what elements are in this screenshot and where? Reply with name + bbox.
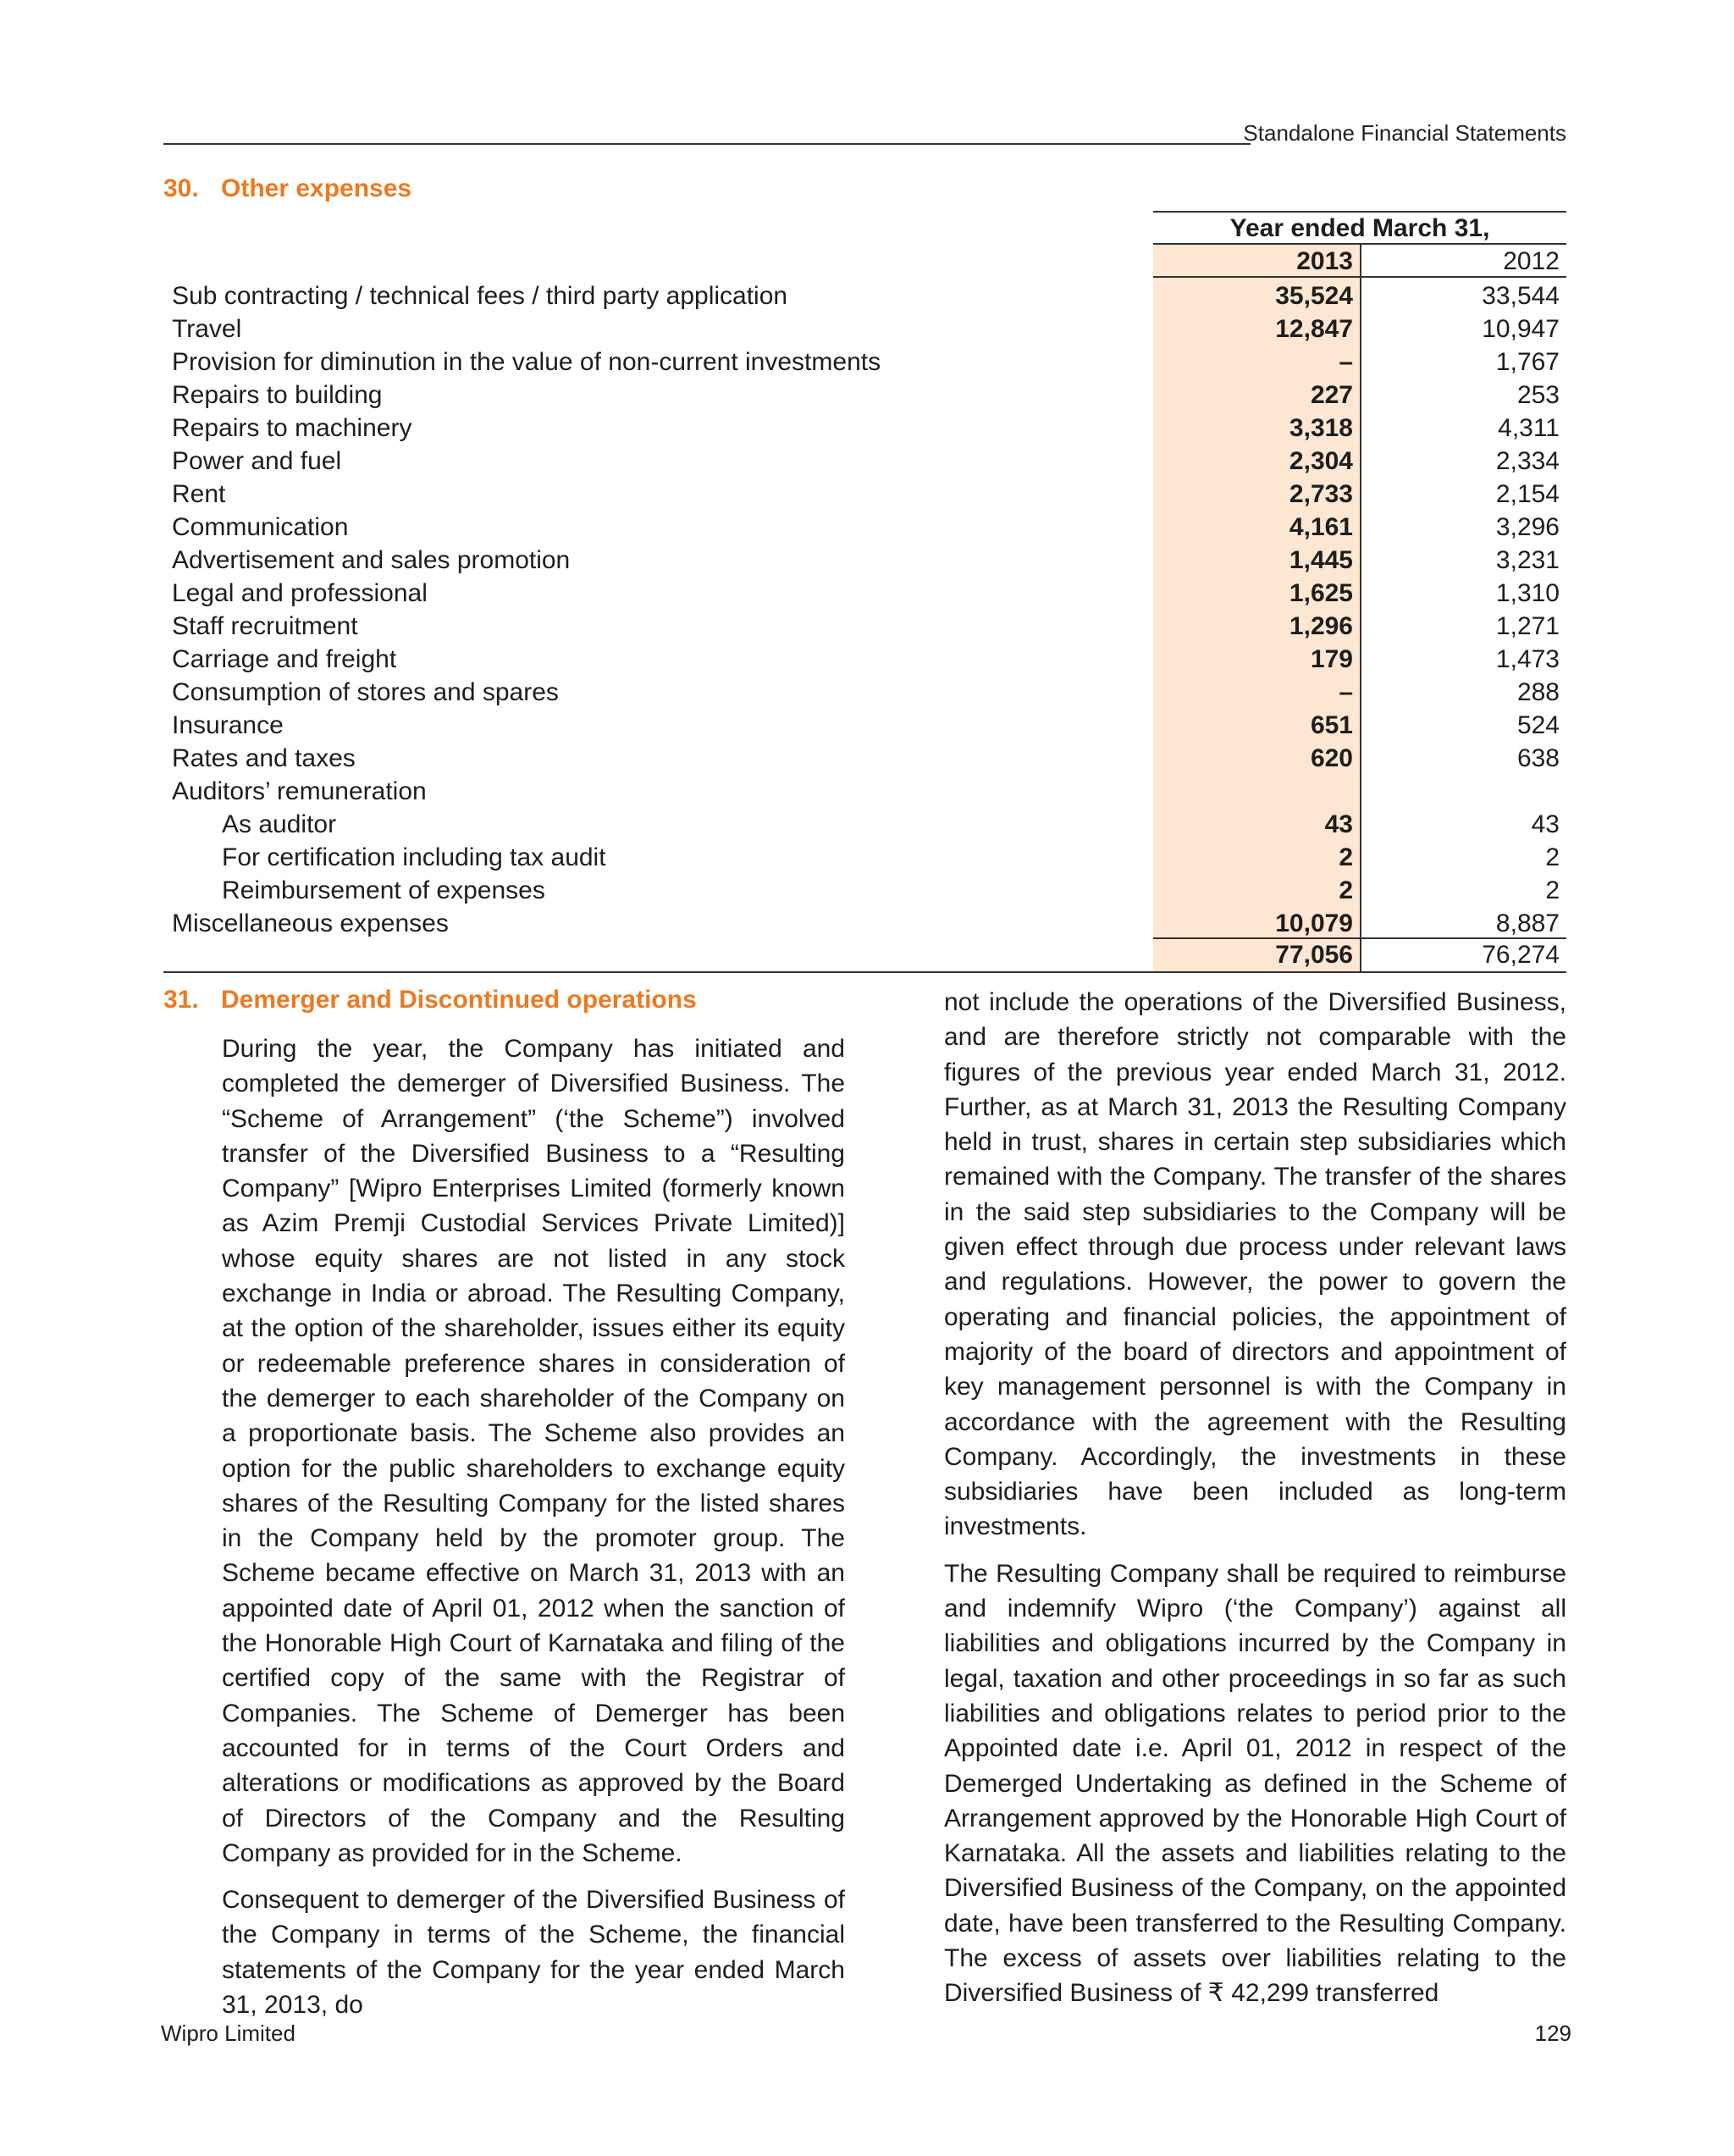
table-row [0,874,1734,907]
table-row [0,643,1734,676]
row-value-2012: 2,154 [1495,480,1560,508]
row-label: Miscellaneous expenses [172,909,449,937]
row-value-2012: 2 [1545,876,1560,904]
row-label: Staff recruitment [172,612,358,640]
row-value-2012: 33,544 [1482,282,1560,310]
table-row [0,709,1734,742]
row-label: Insurance [172,711,284,739]
footer-company: Wipro Limited [161,2021,295,2046]
row-label: Sub contracting / technical fees / third party application [172,282,788,310]
row-label: Rent [172,480,226,508]
row-value-2013: 4,161 [1289,513,1353,541]
table-row [0,808,1734,841]
row-label: Consumption of stores and spares [172,678,559,706]
table-row [0,907,1734,940]
table-row [0,511,1734,544]
page-number: 129 [1534,2021,1571,2046]
section-30-number: 30. [163,174,199,202]
row-value-2013: – [1339,678,1353,706]
right-column [944,985,1566,2011]
row-value-2013: 227 [1310,381,1353,409]
table-row [0,478,1734,511]
row-label: Reimbursement of expenses [222,876,545,904]
header-rule [163,143,1251,145]
row-label: Provision for diminution in the value of non-current investments [172,348,881,376]
table-bottom-rule [163,971,1566,973]
row-value-2012: 253 [1516,381,1560,409]
year-header: Year ended March 31, [1229,214,1490,242]
row-value-2012: 1,473 [1495,645,1560,673]
row-value-2013: 2 [1339,843,1353,871]
section-31-heading [163,986,697,1014]
column-header-2013: 2013 [1296,247,1353,275]
row-value-2012: 1,271 [1495,612,1560,640]
row-value-2013: 1,296 [1289,612,1353,640]
row-value-2012: 10,947 [1482,315,1560,343]
row-value-2012: 638 [1516,744,1560,772]
left-column [222,1031,845,2022]
row-value-2012: 3,231 [1495,546,1560,574]
row-label: As auditor [222,810,337,838]
row-value-2013: – [1339,348,1353,376]
row-label: Power and fuel [172,447,342,475]
total-2013: 77,056 [1275,941,1353,969]
table-row [0,379,1734,412]
table-row [0,445,1734,478]
row-value-2013: 2,733 [1289,480,1353,508]
row-value-2013: 1,625 [1289,579,1353,607]
row-label: For certification including tax audit [222,843,606,871]
row-value-2013: 1,445 [1289,546,1353,574]
row-value-2012: 43 [1531,810,1560,838]
right-paragraph-2: The Resulting Company shall be required to reimburse and indemnify Wipro (‘the Company’) against all liabilities and obligations incurred by the Company in legal, taxation and other proceedings in so far as such liabilities and obligations relates to period prior to the Appointed date i.e. April 01, 2012 in respect of the Demerged Undertaking as defined in the Scheme of Arrangement approved by the Honorable High Court of Karnataka. All the assets and liabilities relating to the Diversified Business of the Company, on the appointed date, have been transferred to the Resulting Company. The excess of assets over liabilities relating to the Diversified Business of ₹ 42,299 transferred [944,1559,1566,2008]
row-value-2012: 2 [1545,843,1560,871]
table-row [0,412,1734,445]
row-value-2013: 2 [1339,876,1353,904]
row-value-2013: 3,318 [1289,414,1353,442]
row-label: Travel [172,315,242,343]
running-title: Standalone Financial Statements [1243,120,1566,146]
expense-table-body [0,279,1734,940]
row-value-2012: 3,296 [1495,513,1560,541]
row-label: Advertisement and sales promotion [172,546,571,574]
row-value-2012: 4,311 [1498,414,1560,442]
total-2012: 76,274 [1482,941,1560,969]
section-30-title: Other expenses [221,174,412,202]
table-row [0,775,1734,808]
row-label: Repairs to machinery [172,414,412,442]
row-label: Legal and professional [172,579,428,607]
row-value-2013: 43 [1324,810,1353,838]
row-value-2013: 12,847 [1275,315,1353,343]
table-row [0,346,1734,379]
row-value-2013: 179 [1310,645,1353,673]
table-row [0,610,1734,643]
table-row [0,544,1734,577]
column-header-2012: 2012 [1503,247,1560,275]
section-30-heading [163,174,411,203]
table-row [0,312,1734,346]
row-label: Rates and taxes [172,744,356,772]
row-label: Auditors’ remuneration [172,777,427,805]
right-paragraph-1: not include the operations of the Diversified Business, and are therefore strictly not comparable with the figures of the previous year ended March 31, 2012. Further, as at March 31, 2013 the Resulting Company held in trust, shares in certain step subsidiaries which remained with the Company. The transfer of the shares in the said step subsidiaries to the Company will be given effect through due process under relevant laws and regulations. However, the power to govern the operating and financial policies, the appointment of majority of the board of directors and appointment of key management personnel is with the Company in accordance with the agreement with the Resulting Company. Accordingly, the investments in these subsidiaries have been included as long-term investments. [944,988,1566,1541]
row-value-2012: 288 [1516,678,1560,706]
row-value-2012: 8,887 [1495,909,1560,937]
row-value-2012: 1,767 [1495,348,1560,376]
row-value-2013: 35,524 [1275,282,1353,310]
left-paragraph-1: During the year, the Company has initiated and completed the demerger of Diversified Business. The “Scheme of Arrangement” (‘the Scheme”) involved transfer of the Diversified Business to a “Resulting Company” [Wipro Enterprises Limited (formerly known as Azim Premji Custodial Services Private Limited)] whose equity shares are not listed in any stock exchange in India or abroad. The Resulting Company, at the option of the shareholder, issues either its equity or redeemable preference shares in consideration of the demerger to each shareholder of the Company on a proportionate basis. The Scheme also provides an option for the public shareholders to exchange equity shares of the Resulting Company for the listed shares in the Company held by the promoter group. The Scheme became effective on March 31, 2013 with an appointed date of April 01, 2012 when the sanction of the Honorable High Court of Karnataka and filing of the certified copy of the same with the Registrar of Companies. The Scheme of Demerger has been accounted for in terms of the Court Orders and alterations or modifications as approved by the Board of Directors of the Company and the Resulting Company as provided for in the Scheme. [222,1035,845,1867]
row-value-2012: 1,310 [1495,579,1560,607]
row-value-2013: 2,304 [1289,447,1353,475]
left-paragraph-2: Consequent to demerger of the Diversified Business of the Company in terms of the Scheme, the financial statements of the Company for the year ended March 31, 2013, do [222,1886,845,2020]
row-value-2012: 524 [1516,711,1560,739]
row-label: Repairs to building [172,381,383,409]
table-row [0,742,1734,775]
row-label: Communication [172,513,349,541]
row-value-2013: 620 [1310,744,1353,772]
table-row [0,841,1734,874]
table-top-rule [1153,211,1566,213]
table-row [0,676,1734,709]
section-31-number: 31. [163,986,199,1014]
row-value-2013: 10,079 [1275,909,1353,937]
row-value-2012: 2,334 [1495,447,1560,475]
table-row [0,577,1734,610]
table-row [0,279,1734,312]
row-value-2013: 651 [1310,711,1353,739]
row-label: Carriage and freight [172,645,397,673]
section-31-title: Demerger and Discontinued operations [221,986,697,1014]
